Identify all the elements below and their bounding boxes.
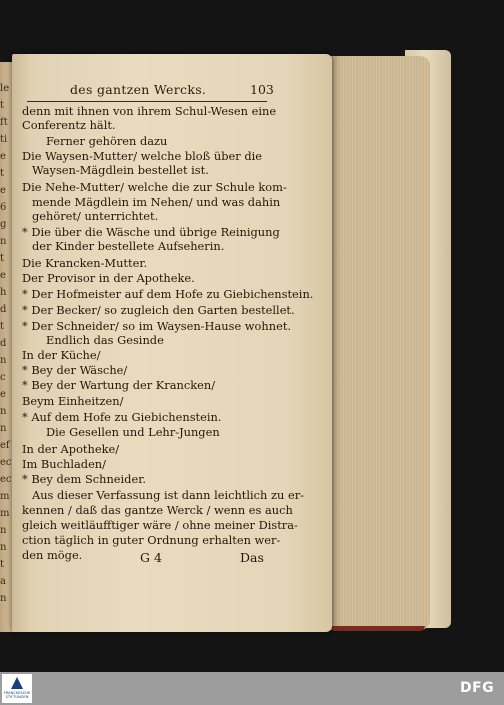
text-line: * Bey der Wäsche/ bbox=[22, 363, 128, 377]
catchword: Das bbox=[240, 550, 264, 565]
pyramid-icon bbox=[11, 677, 23, 689]
red-page-edge bbox=[330, 626, 425, 631]
prev-letter: ti bbox=[0, 134, 8, 145]
text-line: Im Buchladen/ bbox=[22, 457, 106, 471]
signature-mark: G 4 bbox=[140, 550, 162, 565]
prev-letter: d bbox=[0, 304, 7, 315]
prev-letter: d bbox=[0, 338, 7, 349]
text-line: In der Apotheke/ bbox=[22, 442, 120, 456]
prev-letter: m bbox=[0, 508, 10, 519]
text-line: denn mit ihnen von ihrem Schul-Wesen eine bbox=[22, 104, 277, 118]
prev-letter: n bbox=[0, 542, 7, 553]
prev-letter: e bbox=[0, 389, 6, 400]
prev-letter: ec bbox=[0, 457, 12, 468]
prev-letter: h bbox=[0, 287, 7, 298]
prev-letter: e bbox=[0, 185, 6, 196]
text-line: Aus dieser Verfassung ist dann leichtlich zu er- bbox=[32, 488, 305, 502]
prev-letter: n bbox=[0, 423, 7, 434]
prev-letter: ef bbox=[0, 440, 10, 451]
text-line: Beym Einheitzen/ bbox=[22, 394, 124, 408]
text-line: Conferentz hält. bbox=[22, 118, 116, 132]
prev-letter: le bbox=[0, 83, 10, 94]
prev-letter: ft bbox=[0, 117, 8, 128]
text-line: Die Nehe-Mutter/ welche die zur Schule kom- bbox=[22, 180, 287, 194]
prev-letter: t bbox=[0, 559, 5, 570]
prev-letter: m bbox=[0, 491, 10, 502]
prev-letter: t bbox=[0, 168, 5, 179]
prev-letter: n bbox=[0, 355, 7, 366]
prev-letter: t bbox=[0, 100, 5, 111]
prev-letter: t bbox=[0, 321, 5, 332]
text-line: der Kinder bestellete Aufseherin. bbox=[32, 239, 225, 253]
text-line: * Der Schneider/ so im Waysen-Hause wohnet. bbox=[22, 319, 292, 333]
header-rule bbox=[27, 101, 267, 102]
prev-letter: e bbox=[0, 270, 6, 281]
prev-letter: 6 bbox=[0, 202, 7, 213]
text-line: Die Krancken-Mutter. bbox=[22, 256, 148, 270]
viewer-footer bbox=[0, 672, 504, 705]
prev-letter: e bbox=[0, 151, 6, 162]
text-line: Waysen-Mägdlein bestellet ist. bbox=[32, 163, 209, 177]
dfg-logo[interactable]: DFG bbox=[460, 680, 495, 696]
text-line: * Bey der Wartung der Krancken/ bbox=[22, 378, 216, 392]
prev-letter: n bbox=[0, 593, 7, 604]
text-line: Endlich das Gesinde bbox=[46, 333, 164, 347]
prev-letter: c bbox=[0, 372, 6, 383]
text-line: kennen / daß das gantze Werck / wenn es auch bbox=[22, 503, 293, 517]
text-line: Der Provisor in der Apotheke. bbox=[22, 271, 195, 285]
text-line: Ferner gehören dazu bbox=[46, 134, 168, 148]
prev-letter: t bbox=[0, 253, 5, 264]
text-line: Die Gesellen und Lehr-Jungen bbox=[46, 425, 220, 439]
prev-letter: n bbox=[0, 525, 7, 536]
institution-logo[interactable] bbox=[2, 674, 32, 703]
prev-letter: n bbox=[0, 236, 7, 247]
text-line: * Der Becker/ so zugleich den Garten bestellet. bbox=[22, 303, 295, 317]
prev-letter: ec bbox=[0, 474, 12, 485]
text-line: * Der Hofmeister auf dem Hofe zu Giebichenstein. bbox=[22, 287, 314, 301]
text-line: * Auf dem Hofe zu Giebichenstein. bbox=[22, 410, 222, 424]
prev-letter: a bbox=[0, 576, 6, 587]
text-line: den möge. bbox=[22, 548, 83, 562]
text-line: Die Waysen-Mutter/ welche bloß über die bbox=[22, 149, 262, 163]
text-line: gehöret/ unterrichtet. bbox=[32, 209, 159, 223]
page-number: 103 bbox=[250, 82, 274, 97]
prev-letter: n bbox=[0, 406, 7, 417]
prev-letter: g bbox=[0, 219, 7, 230]
text-line: gleich weitläufftiger wäre / ohne meiner Distra- bbox=[22, 518, 298, 532]
text-line: ction täglich in guter Ordnung erhalten wer- bbox=[22, 533, 281, 547]
text-line: mende Mägdlein im Nehen/ und was dahin bbox=[32, 195, 281, 209]
running-head: des gantzen Wercks. bbox=[70, 82, 207, 97]
logo-text: FRANCKESCHE STIFTUNGEN bbox=[3, 691, 31, 699]
text-line: * Die über die Wäsche und übrige Reinigung bbox=[22, 225, 280, 239]
text-line: In der Küche/ bbox=[22, 348, 101, 362]
text-line: * Bey dem Schneider. bbox=[22, 472, 147, 486]
